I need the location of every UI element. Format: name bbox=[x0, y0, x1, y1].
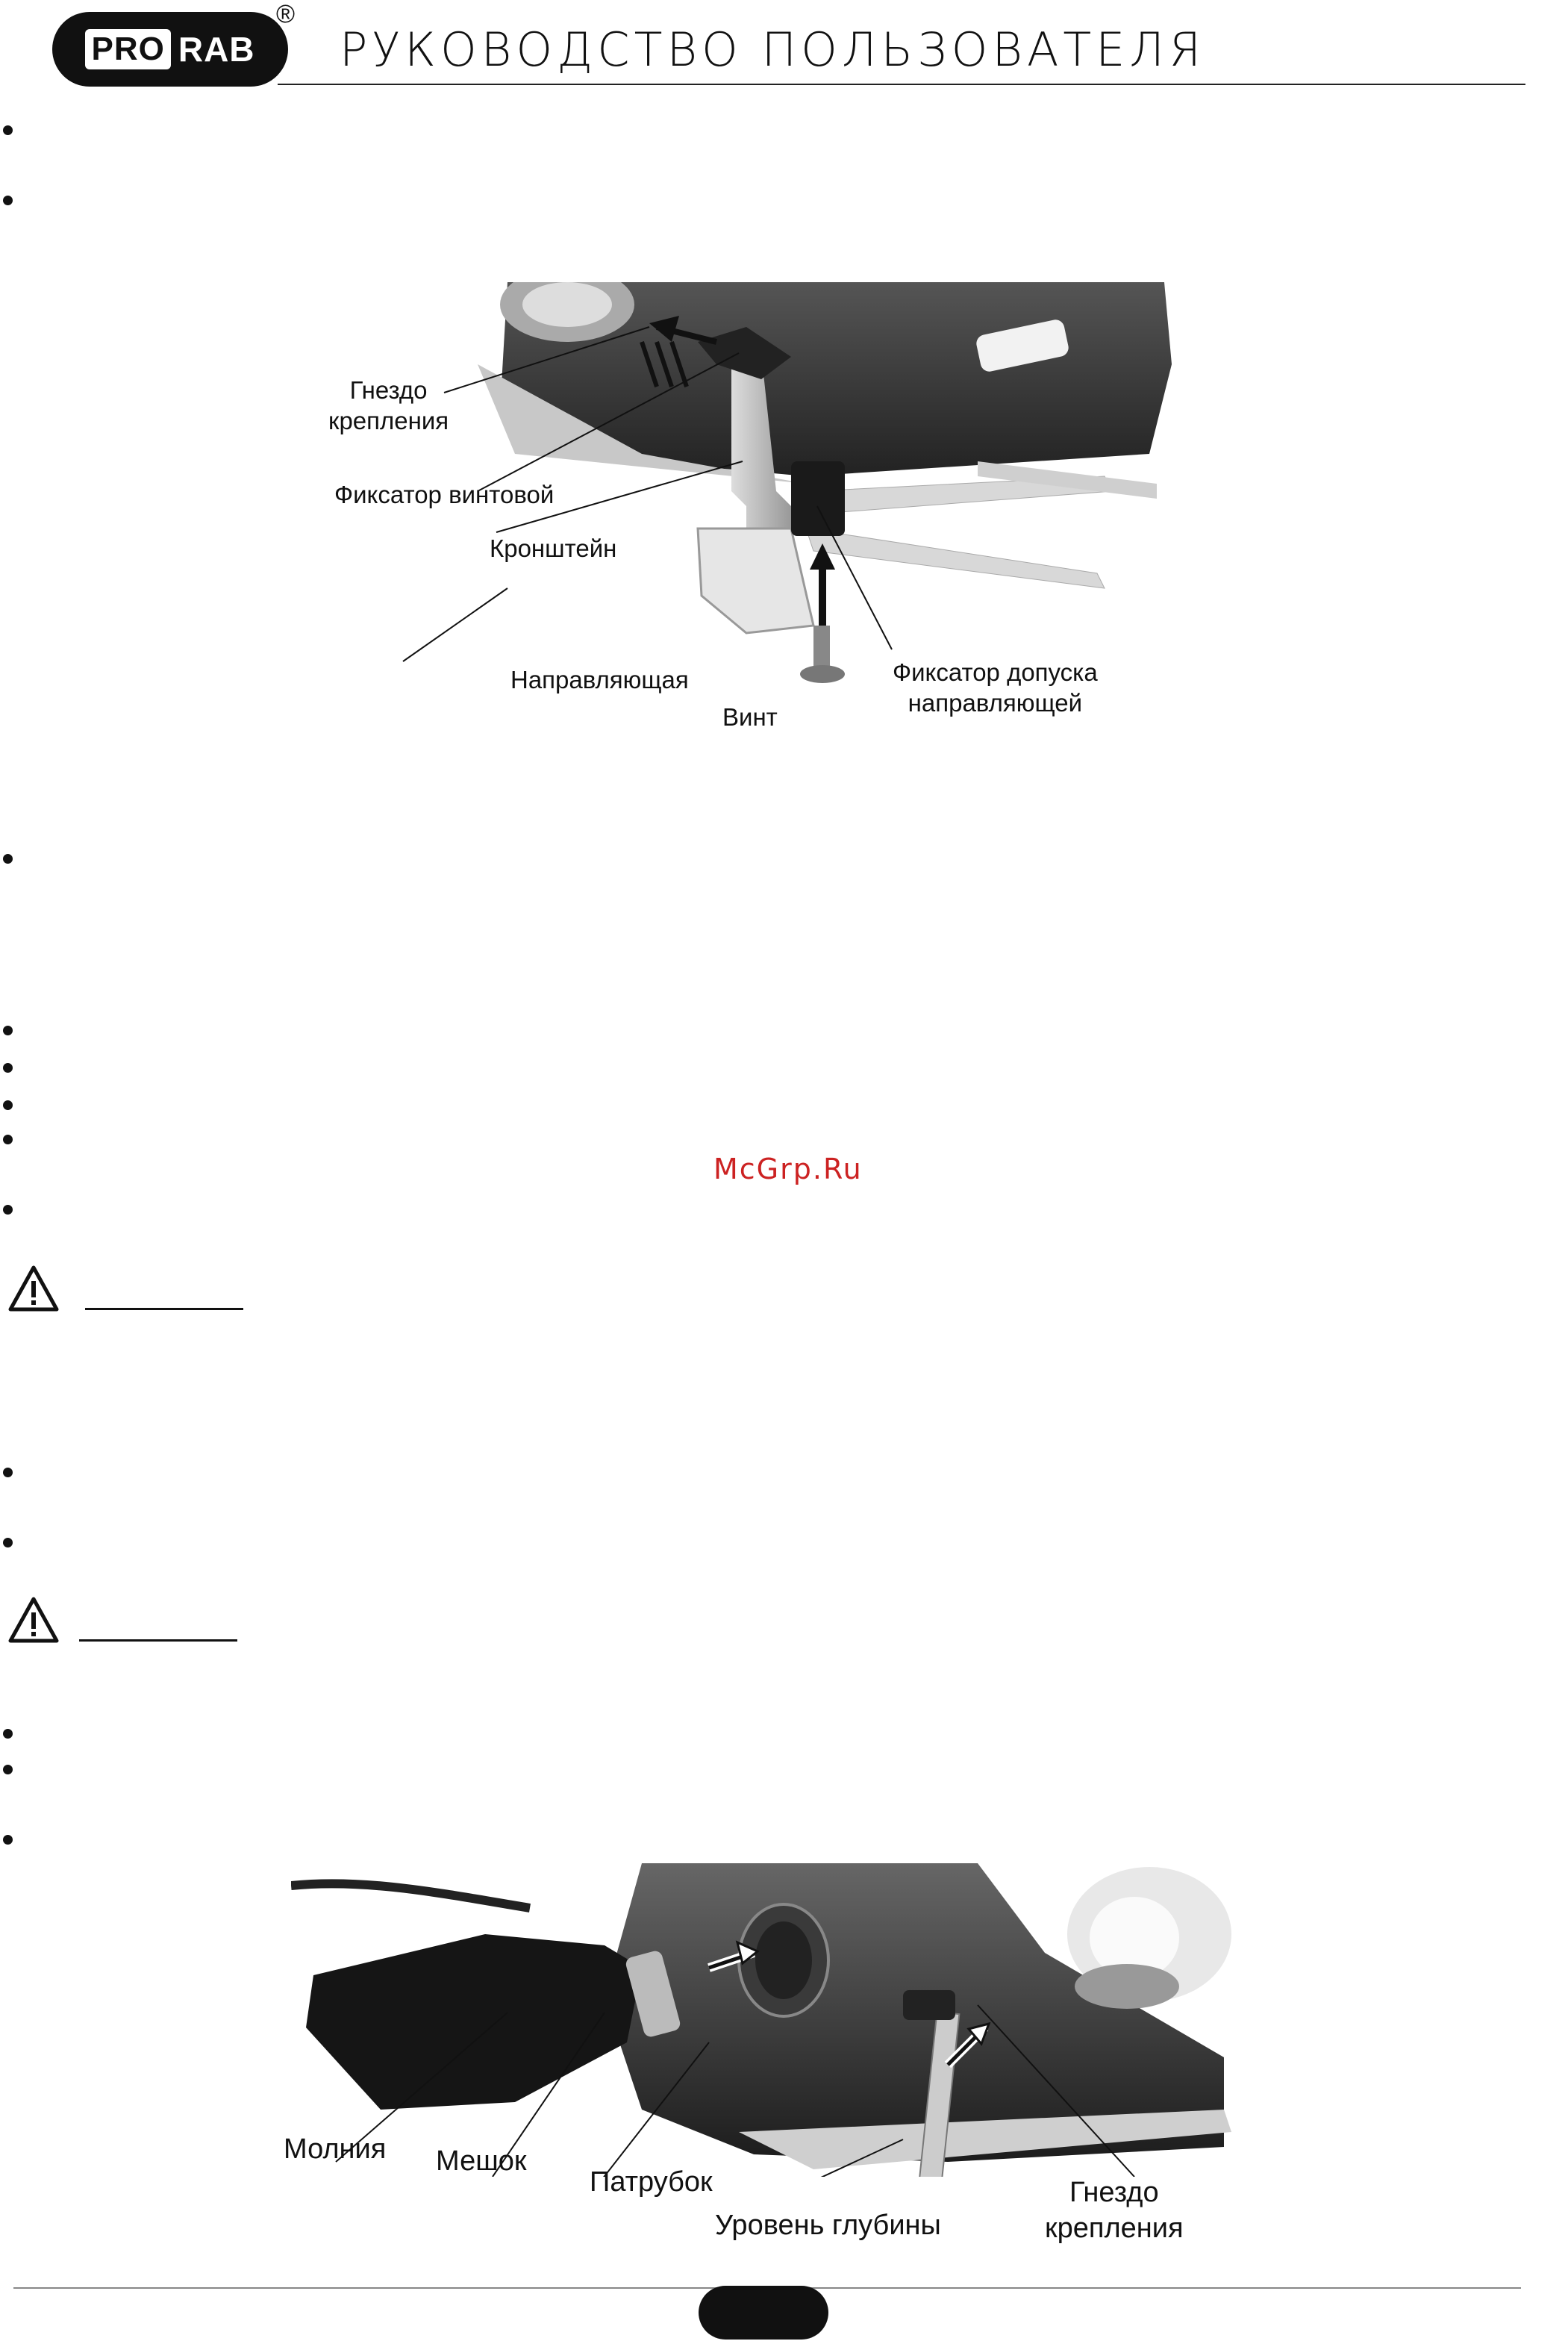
label-guide-lock: Фиксатор допуска направляющей bbox=[893, 658, 1098, 717]
watermark: McGrp.Ru bbox=[713, 1153, 863, 1185]
logo-pro: PRO bbox=[85, 29, 170, 69]
bullet-icon bbox=[3, 1063, 13, 1073]
bullet-icon bbox=[3, 854, 13, 864]
registered-mark: ® bbox=[276, 0, 296, 28]
label-screw-lock: Фиксатор винтовой bbox=[334, 481, 555, 508]
label-mount-socket-text: Гнездо крепления bbox=[328, 376, 449, 435]
bullet-icon bbox=[3, 1538, 13, 1547]
label-mount-socket bbox=[328, 375, 449, 437]
bullet-icon bbox=[3, 1765, 13, 1774]
bullet-icon bbox=[3, 1205, 13, 1215]
bullet-icon bbox=[3, 196, 13, 205]
label-guide: Направляющая bbox=[510, 666, 689, 693]
header-divider bbox=[278, 84, 1525, 85]
bullet-icon bbox=[3, 1729, 13, 1739]
bullet-icon bbox=[3, 1135, 13, 1144]
bullet-icon bbox=[3, 1026, 13, 1035]
label-mount-socket-2: Гнездо крепления bbox=[1045, 2177, 1184, 2244]
label-bracket: Кронштейн bbox=[490, 534, 617, 562]
label-zipper: Молния bbox=[284, 2133, 387, 2165]
bullet-icon bbox=[3, 125, 13, 135]
warning-icon bbox=[7, 1265, 60, 1312]
page-number-badge bbox=[699, 2286, 828, 2340]
bullet-icon bbox=[3, 1835, 13, 1845]
label-bag: Мешок bbox=[436, 2145, 527, 2177]
label-screw: Винт bbox=[722, 703, 778, 731]
logo-rab: RAB bbox=[178, 30, 255, 69]
label-depth-level: Уровень глубины bbox=[715, 2210, 941, 2241]
prorab-logo bbox=[52, 12, 288, 87]
page-title: РУКОВОДСТВО ПОЛЬЗОВАТЕЛЯ bbox=[340, 22, 1206, 77]
warning-icon bbox=[7, 1596, 60, 1644]
bullet-icon bbox=[3, 1100, 13, 1110]
warning-underline bbox=[79, 1639, 237, 1642]
planer-dust-bag-photo bbox=[291, 1863, 1246, 2177]
warning-underline bbox=[85, 1308, 243, 1310]
label-nozzle: Патрубок bbox=[590, 2166, 713, 2198]
bullet-icon bbox=[3, 1468, 13, 1477]
